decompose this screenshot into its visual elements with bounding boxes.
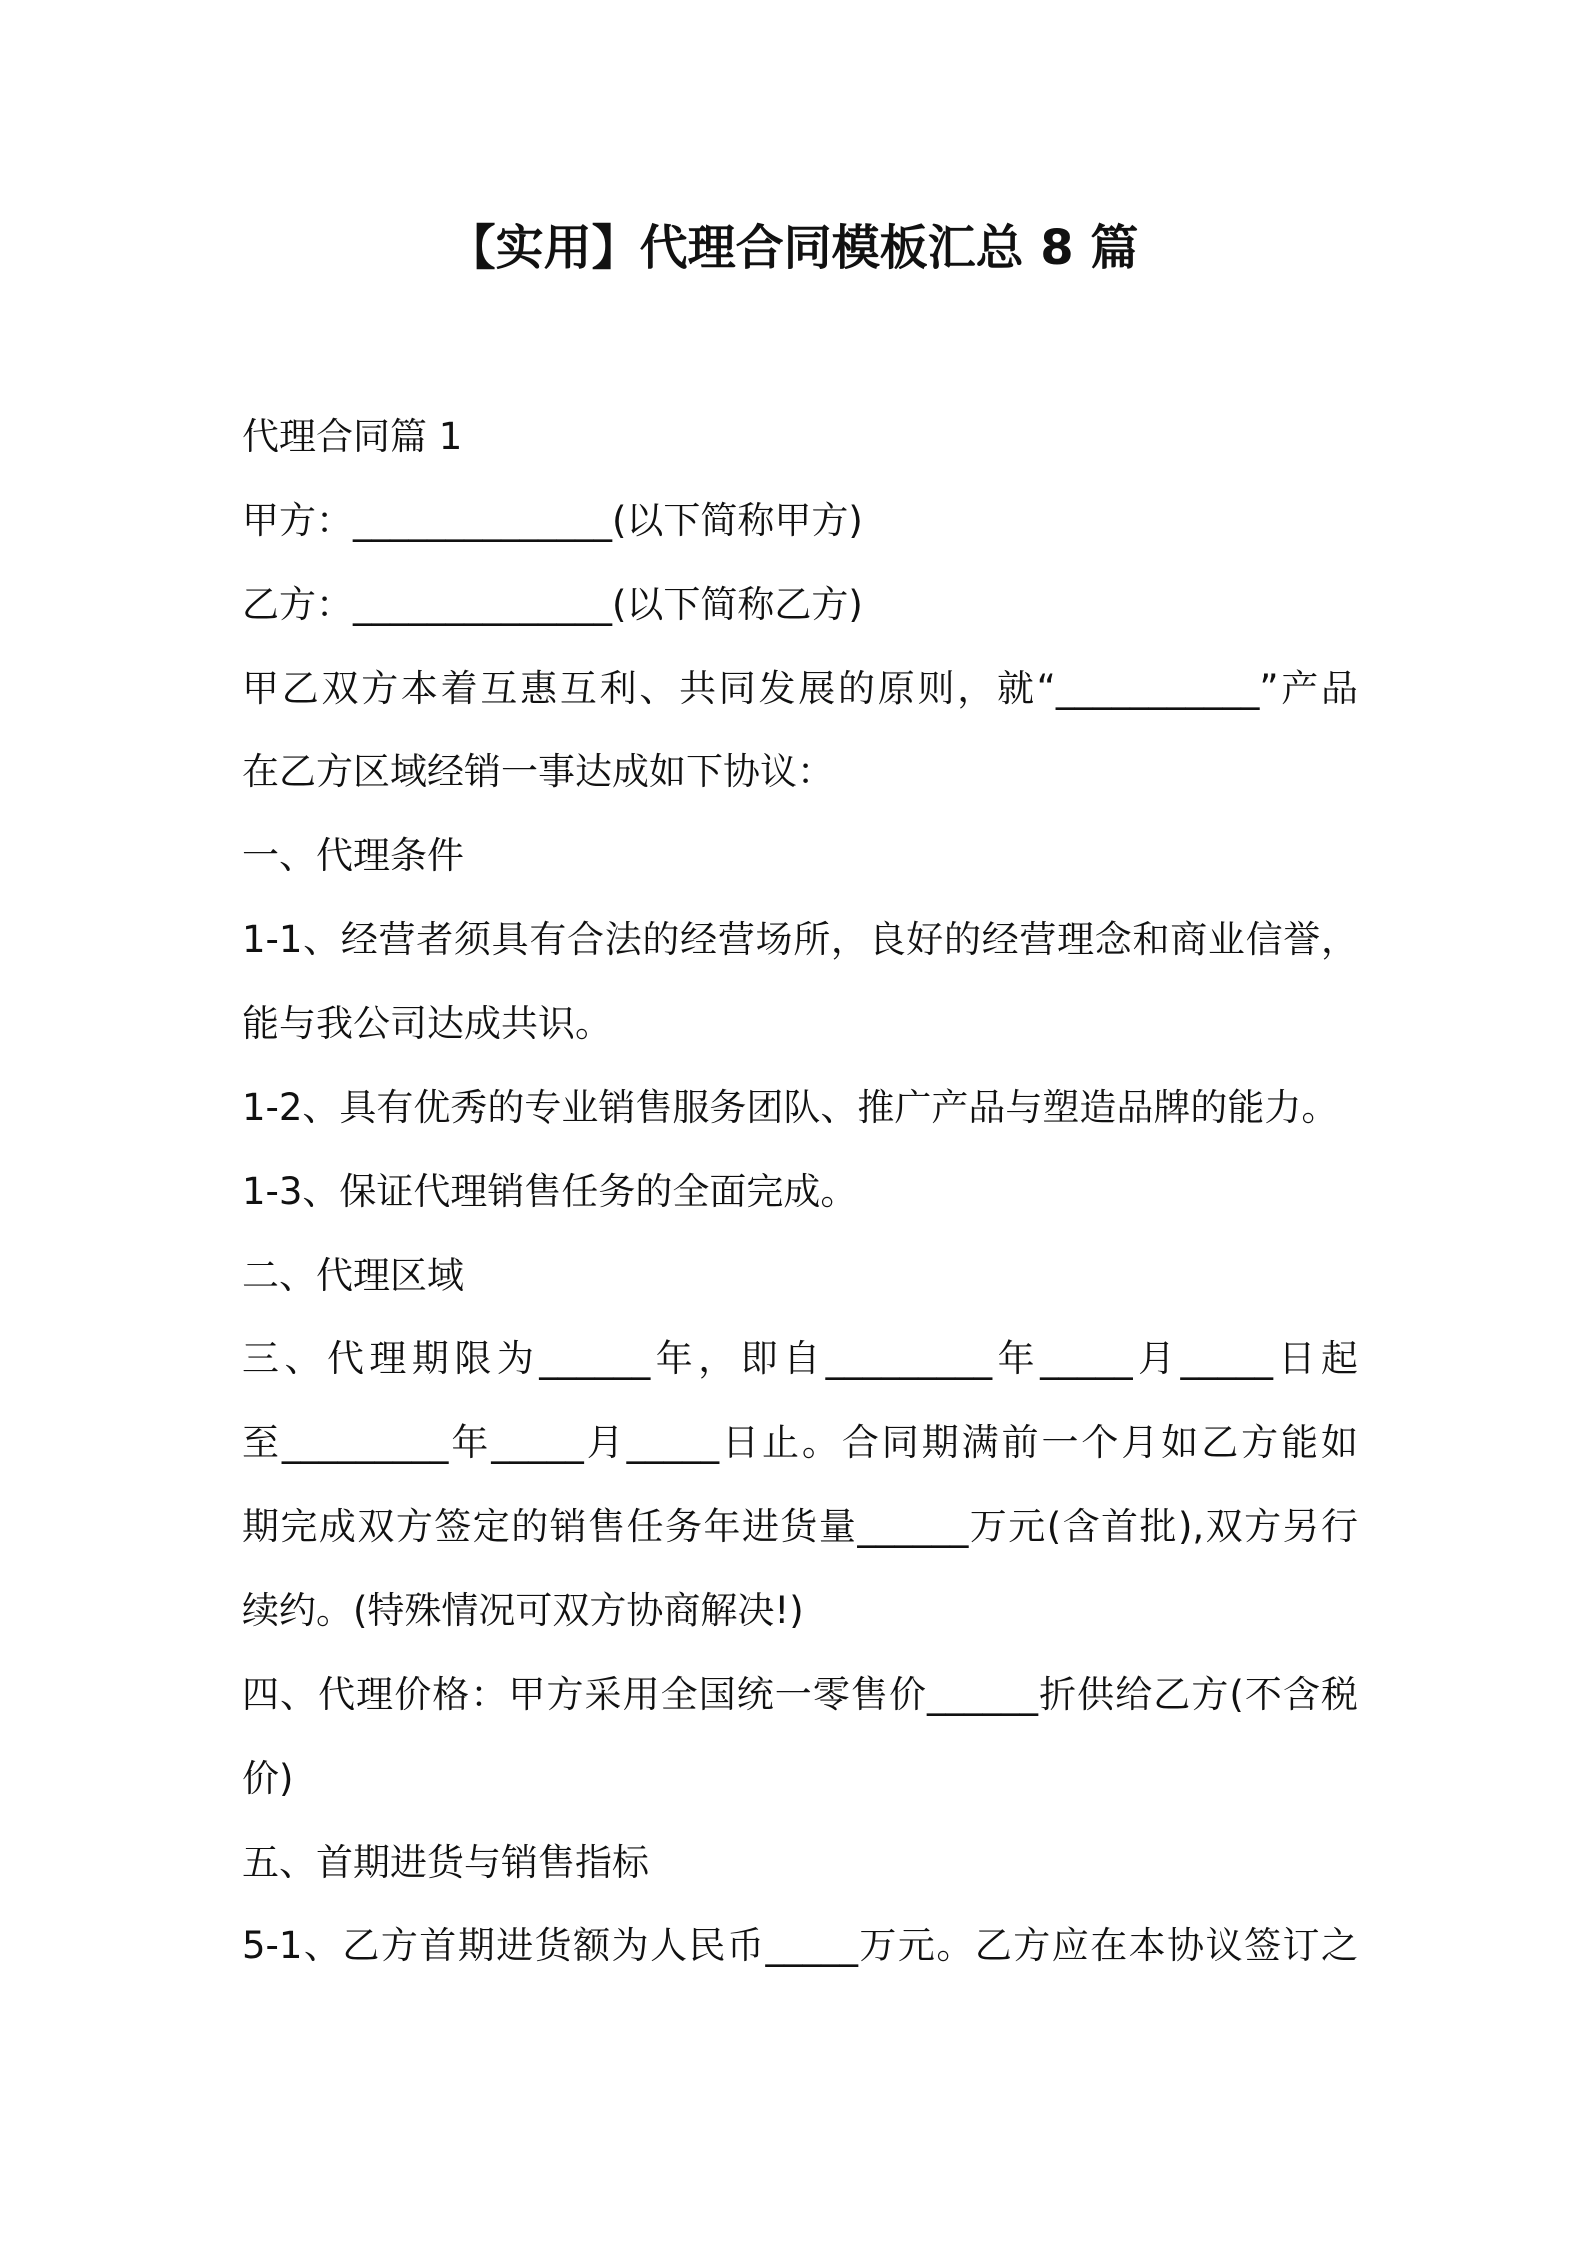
- party-b-line: 乙方：______________(以下简称乙方): [242, 582, 863, 626]
- paragraph-line: 续约。(特殊情况可双方协商解决!): [242, 1589, 804, 1633]
- preamble-paragraph: [242, 647, 1358, 815]
- paragraph-line: 至_________年_____月_____日止。合同期满前一个月如乙方能如: [242, 1421, 1358, 1465]
- paragraph-line: 价): [242, 1756, 294, 1800]
- paragraph-line: 在乙方区域经销一事达成如下协议：: [242, 750, 834, 794]
- section-heading-conditions: 一、代理条件: [242, 834, 464, 878]
- document-title: 【实用】代理合同模板汇总 8 篇: [447, 220, 1139, 276]
- paragraph-line: 1-1、经营者须具有合法的经营场所，良好的经营理念和商业信誉，: [242, 918, 1358, 962]
- section-heading-initial-order: 五、首期进货与销售指标: [242, 1840, 649, 1884]
- clause-5-1: 5-1、乙方首期进货额为人民币_____万元。乙方应在本协议签订之: [242, 1924, 1358, 1968]
- clause-1-1: [242, 898, 1358, 1066]
- party-a-line: 甲方：______________(以下简称甲方): [242, 498, 863, 542]
- document-body: [242, 395, 1358, 1988]
- contract-heading: 代理合同篇 1: [242, 415, 463, 458]
- section-term: [242, 1317, 1358, 1652]
- paragraph-line: 四、代理价格：甲方采用全国统一零售价______折供给乙方(不含税: [242, 1672, 1358, 1716]
- clause-1-2: 1-2、具有优秀的专业销售服务团队、推广产品与塑造品牌的能力。: [242, 1085, 1339, 1129]
- section-price: [242, 1653, 1358, 1821]
- paragraph-line: 三、代理期限为______年，即自_________年_____月_____日起: [242, 1337, 1358, 1381]
- clause-1-3: 1-3、保证代理销售任务的全面完成。: [242, 1169, 858, 1213]
- section-heading-region: 二、代理区域: [242, 1253, 464, 1297]
- paragraph-line: 期完成双方签定的销售任务年进货量______万元(含首批),双方另行: [242, 1505, 1358, 1549]
- paragraph-line: 能与我公司达成共识。: [242, 1002, 612, 1046]
- paragraph-line: 甲乙双方本着互惠互利、共同发展的原则，就“___________”产品: [242, 666, 1358, 710]
